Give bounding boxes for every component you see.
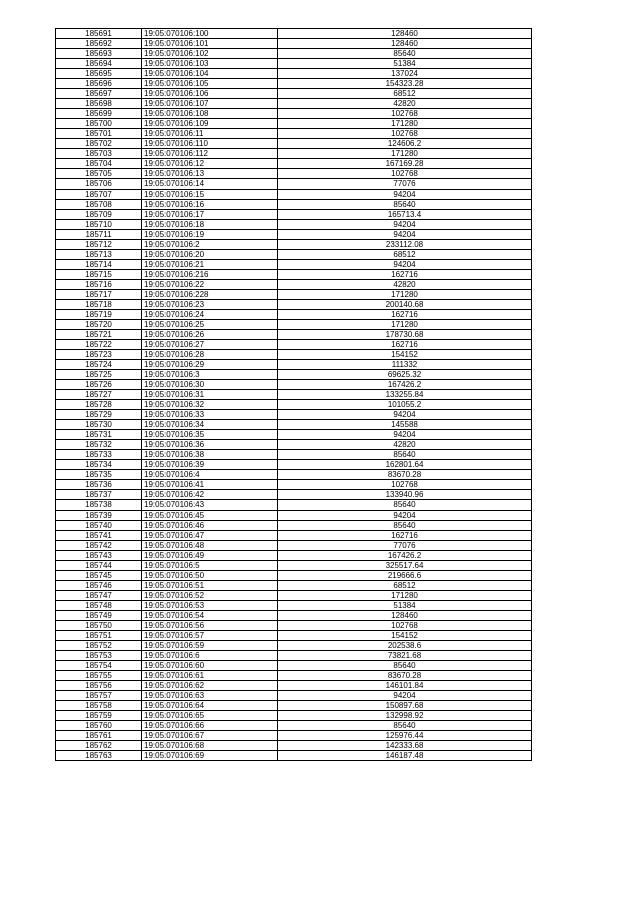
record-id-cell: 185732 <box>56 440 142 450</box>
record-amount-cell: 94204 <box>278 691 532 701</box>
record-code-cell: 19:05:070106:56 <box>142 620 278 630</box>
table-row <box>56 179 532 189</box>
record-id-cell: 185735 <box>56 470 142 480</box>
record-id-cell: 185754 <box>56 660 142 670</box>
record-amount-cell: 51384 <box>278 59 532 69</box>
table-row <box>56 600 532 610</box>
table-row <box>56 450 532 460</box>
record-id-cell: 185691 <box>56 29 142 39</box>
table-row <box>56 149 532 159</box>
record-amount-cell: 94204 <box>278 229 532 239</box>
record-id-cell: 185719 <box>56 309 142 319</box>
record-id-cell: 185745 <box>56 570 142 580</box>
record-id-cell: 185697 <box>56 89 142 99</box>
record-id-cell: 185741 <box>56 530 142 540</box>
record-amount-cell: 94204 <box>278 430 532 440</box>
records-table-body <box>56 29 532 761</box>
record-amount-cell: 162716 <box>278 269 532 279</box>
record-amount-cell: 133255.84 <box>278 390 532 400</box>
table-row <box>56 390 532 400</box>
record-amount-cell: 146101.84 <box>278 681 532 691</box>
record-code-cell: 19:05:070106:103 <box>142 59 278 69</box>
record-code-cell: 19:05:070106:14 <box>142 179 278 189</box>
record-code-cell: 19:05:070106:228 <box>142 289 278 299</box>
record-code-cell: 19:05:070106:49 <box>142 550 278 560</box>
record-id-cell: 185758 <box>56 701 142 711</box>
table-row <box>56 139 532 149</box>
table-row <box>56 229 532 239</box>
record-id-cell: 185740 <box>56 520 142 530</box>
table-row <box>56 751 532 761</box>
table-row <box>56 711 532 721</box>
record-id-cell: 185699 <box>56 109 142 119</box>
record-amount-cell: 162716 <box>278 530 532 540</box>
table-row <box>56 249 532 259</box>
record-amount-cell: 171280 <box>278 289 532 299</box>
record-id-cell: 185710 <box>56 219 142 229</box>
table-row <box>56 49 532 59</box>
record-id-cell: 185723 <box>56 350 142 360</box>
record-amount-cell: 150897.68 <box>278 701 532 711</box>
table-row <box>56 540 532 550</box>
record-id-cell: 185712 <box>56 239 142 249</box>
record-code-cell: 19:05:070106:53 <box>142 600 278 610</box>
record-id-cell: 185742 <box>56 540 142 550</box>
record-amount-cell: 162801.64 <box>278 460 532 470</box>
record-code-cell: 19:05:070106:108 <box>142 109 278 119</box>
table-row <box>56 239 532 249</box>
table-row <box>56 209 532 219</box>
record-amount-cell: 154152 <box>278 630 532 640</box>
record-id-cell: 185738 <box>56 500 142 510</box>
record-amount-cell: 73821.68 <box>278 650 532 660</box>
record-id-cell: 185731 <box>56 430 142 440</box>
record-amount-cell: 94204 <box>278 219 532 229</box>
record-code-cell: 19:05:070106:68 <box>142 741 278 751</box>
record-amount-cell: 85640 <box>278 721 532 731</box>
record-amount-cell: 202538.6 <box>278 640 532 650</box>
record-amount-cell: 111332 <box>278 360 532 370</box>
record-amount-cell: 167426.2 <box>278 380 532 390</box>
record-code-cell: 19:05:070106:69 <box>142 751 278 761</box>
record-code-cell: 19:05:070106:18 <box>142 219 278 229</box>
table-row <box>56 319 532 329</box>
record-code-cell: 19:05:070106:32 <box>142 400 278 410</box>
record-code-cell: 19:05:070106:61 <box>142 671 278 681</box>
record-code-cell: 19:05:070106:102 <box>142 49 278 59</box>
record-id-cell: 185743 <box>56 550 142 560</box>
record-amount-cell: 85640 <box>278 660 532 670</box>
record-code-cell: 19:05:070106:6 <box>142 650 278 660</box>
record-code-cell: 19:05:070106:3 <box>142 370 278 380</box>
record-id-cell: 185705 <box>56 169 142 179</box>
record-id-cell: 185721 <box>56 329 142 339</box>
record-id-cell: 185751 <box>56 630 142 640</box>
record-code-cell: 19:05:070106:29 <box>142 360 278 370</box>
record-code-cell: 19:05:070106:50 <box>142 570 278 580</box>
record-amount-cell: 162716 <box>278 339 532 349</box>
record-amount-cell: 137024 <box>278 69 532 79</box>
record-id-cell: 185703 <box>56 149 142 159</box>
table-row <box>56 721 532 731</box>
record-amount-cell: 85640 <box>278 520 532 530</box>
record-amount-cell: 233112.08 <box>278 239 532 249</box>
table-row <box>56 339 532 349</box>
record-code-cell: 19:05:070106:38 <box>142 450 278 460</box>
record-id-cell: 185707 <box>56 189 142 199</box>
table-row <box>56 510 532 520</box>
table-row <box>56 79 532 89</box>
record-code-cell: 19:05:070106:11 <box>142 129 278 139</box>
table-row <box>56 199 532 209</box>
record-amount-cell: 132998.92 <box>278 711 532 721</box>
record-id-cell: 185748 <box>56 600 142 610</box>
record-amount-cell: 94204 <box>278 259 532 269</box>
record-id-cell: 185752 <box>56 640 142 650</box>
record-code-cell: 19:05:070106:4 <box>142 470 278 480</box>
record-code-cell: 19:05:070106:20 <box>142 249 278 259</box>
record-id-cell: 185722 <box>56 339 142 349</box>
record-amount-cell: 83670.28 <box>278 470 532 480</box>
record-code-cell: 19:05:070106:39 <box>142 460 278 470</box>
record-amount-cell: 171280 <box>278 149 532 159</box>
record-amount-cell: 125976.44 <box>278 731 532 741</box>
record-code-cell: 19:05:070106:104 <box>142 69 278 79</box>
record-id-cell: 185717 <box>56 289 142 299</box>
record-amount-cell: 77076 <box>278 540 532 550</box>
record-code-cell: 19:05:070106:47 <box>142 530 278 540</box>
record-amount-cell: 154323.28 <box>278 79 532 89</box>
record-code-cell: 19:05:070106:19 <box>142 229 278 239</box>
record-id-cell: 185756 <box>56 681 142 691</box>
record-id-cell: 185747 <box>56 590 142 600</box>
records-table <box>55 28 532 761</box>
record-code-cell: 19:05:070106:51 <box>142 580 278 590</box>
record-code-cell: 19:05:070106:13 <box>142 169 278 179</box>
record-code-cell: 19:05:070106:67 <box>142 731 278 741</box>
table-row <box>56 741 532 751</box>
record-id-cell: 185700 <box>56 119 142 129</box>
record-id-cell: 185702 <box>56 139 142 149</box>
record-id-cell: 185761 <box>56 731 142 741</box>
record-id-cell: 185739 <box>56 510 142 520</box>
record-amount-cell: 102768 <box>278 169 532 179</box>
table-row <box>56 691 532 701</box>
record-id-cell: 185720 <box>56 319 142 329</box>
record-amount-cell: 162716 <box>278 309 532 319</box>
table-row <box>56 681 532 691</box>
record-amount-cell: 102768 <box>278 620 532 630</box>
record-id-cell: 185730 <box>56 420 142 430</box>
table-row <box>56 39 532 49</box>
record-code-cell: 19:05:070106:46 <box>142 520 278 530</box>
record-id-cell: 185692 <box>56 39 142 49</box>
record-code-cell: 19:05:070106:109 <box>142 119 278 129</box>
record-id-cell: 185755 <box>56 671 142 681</box>
table-row <box>56 380 532 390</box>
table-row <box>56 731 532 741</box>
table-row <box>56 329 532 339</box>
record-id-cell: 185716 <box>56 279 142 289</box>
record-id-cell: 185714 <box>56 259 142 269</box>
table-row <box>56 470 532 480</box>
record-id-cell: 185698 <box>56 99 142 109</box>
table-row <box>56 570 532 580</box>
record-id-cell: 185695 <box>56 69 142 79</box>
record-id-cell: 185725 <box>56 370 142 380</box>
table-row <box>56 530 532 540</box>
table-row <box>56 59 532 69</box>
record-amount-cell: 68512 <box>278 89 532 99</box>
record-code-cell: 19:05:070106:110 <box>142 139 278 149</box>
table-row <box>56 410 532 420</box>
record-id-cell: 185694 <box>56 59 142 69</box>
record-code-cell: 19:05:070106:24 <box>142 309 278 319</box>
record-code-cell: 19:05:070106:57 <box>142 630 278 640</box>
record-code-cell: 19:05:070106:21 <box>142 259 278 269</box>
record-amount-cell: 171280 <box>278 319 532 329</box>
record-amount-cell: 68512 <box>278 580 532 590</box>
table-row <box>56 620 532 630</box>
table-row <box>56 671 532 681</box>
record-code-cell: 19:05:070106:23 <box>142 299 278 309</box>
record-id-cell: 185724 <box>56 360 142 370</box>
record-amount-cell: 165713.4 <box>278 209 532 219</box>
record-code-cell: 19:05:070106:112 <box>142 149 278 159</box>
table-row <box>56 279 532 289</box>
record-id-cell: 185737 <box>56 490 142 500</box>
record-amount-cell: 167426.2 <box>278 550 532 560</box>
record-code-cell: 19:05:070106:59 <box>142 640 278 650</box>
record-code-cell: 19:05:070106:33 <box>142 410 278 420</box>
record-amount-cell: 68512 <box>278 249 532 259</box>
record-id-cell: 185704 <box>56 159 142 169</box>
table-row <box>56 99 532 109</box>
table-row <box>56 309 532 319</box>
table-row <box>56 350 532 360</box>
record-amount-cell: 69625.32 <box>278 370 532 380</box>
record-amount-cell: 102768 <box>278 480 532 490</box>
record-code-cell: 19:05:070106:62 <box>142 681 278 691</box>
record-amount-cell: 128460 <box>278 29 532 39</box>
record-code-cell: 19:05:070106:22 <box>142 279 278 289</box>
table-row <box>56 299 532 309</box>
table-row <box>56 480 532 490</box>
record-amount-cell: 142333.68 <box>278 741 532 751</box>
table-row <box>56 460 532 470</box>
record-code-cell: 19:05:070106:34 <box>142 420 278 430</box>
table-row <box>56 360 532 370</box>
record-id-cell: 185715 <box>56 269 142 279</box>
record-code-cell: 19:05:070106:27 <box>142 339 278 349</box>
record-code-cell: 19:05:070106:2 <box>142 239 278 249</box>
table-row <box>56 420 532 430</box>
record-code-cell: 19:05:070106:36 <box>142 440 278 450</box>
record-code-cell: 19:05:070106:105 <box>142 79 278 89</box>
table-row <box>56 400 532 410</box>
record-amount-cell: 178730.68 <box>278 329 532 339</box>
record-code-cell: 19:05:070106:26 <box>142 329 278 339</box>
record-id-cell: 185736 <box>56 480 142 490</box>
record-code-cell: 19:05:070106:107 <box>142 99 278 109</box>
record-code-cell: 19:05:070106:64 <box>142 701 278 711</box>
record-amount-cell: 42820 <box>278 279 532 289</box>
record-id-cell: 185726 <box>56 380 142 390</box>
record-code-cell: 19:05:070106:12 <box>142 159 278 169</box>
record-code-cell: 19:05:070106:100 <box>142 29 278 39</box>
record-code-cell: 19:05:070106:41 <box>142 480 278 490</box>
record-code-cell: 19:05:070106:106 <box>142 89 278 99</box>
table-row <box>56 550 532 560</box>
record-id-cell: 185696 <box>56 79 142 89</box>
record-code-cell: 19:05:070106:35 <box>142 430 278 440</box>
table-row <box>56 701 532 711</box>
table-row <box>56 630 532 640</box>
record-code-cell: 19:05:070106:30 <box>142 380 278 390</box>
record-amount-cell: 219666.6 <box>278 570 532 580</box>
table-row <box>56 520 532 530</box>
record-id-cell: 185713 <box>56 249 142 259</box>
record-amount-cell: 128460 <box>278 610 532 620</box>
record-amount-cell: 77076 <box>278 179 532 189</box>
table-row <box>56 109 532 119</box>
record-amount-cell: 42820 <box>278 440 532 450</box>
record-code-cell: 19:05:070106:63 <box>142 691 278 701</box>
record-id-cell: 185701 <box>56 129 142 139</box>
table-row <box>56 159 532 169</box>
table-row <box>56 129 532 139</box>
record-code-cell: 19:05:070106:101 <box>142 39 278 49</box>
record-id-cell: 185746 <box>56 580 142 590</box>
record-code-cell: 19:05:070106:216 <box>142 269 278 279</box>
table-row <box>56 590 532 600</box>
record-code-cell: 19:05:070106:16 <box>142 199 278 209</box>
record-amount-cell: 85640 <box>278 500 532 510</box>
record-id-cell: 185750 <box>56 620 142 630</box>
record-amount-cell: 85640 <box>278 199 532 209</box>
table-row <box>56 500 532 510</box>
record-id-cell: 185757 <box>56 691 142 701</box>
table-row <box>56 259 532 269</box>
record-id-cell: 185762 <box>56 741 142 751</box>
table-row <box>56 119 532 129</box>
table-row <box>56 289 532 299</box>
table-row <box>56 29 532 39</box>
record-amount-cell: 101055.2 <box>278 400 532 410</box>
table-row <box>56 89 532 99</box>
table-row <box>56 640 532 650</box>
record-code-cell: 19:05:070106:54 <box>142 610 278 620</box>
record-amount-cell: 154152 <box>278 350 532 360</box>
table-row <box>56 69 532 79</box>
record-amount-cell: 51384 <box>278 600 532 610</box>
record-code-cell: 19:05:070106:60 <box>142 660 278 670</box>
record-code-cell: 19:05:070106:42 <box>142 490 278 500</box>
record-id-cell: 185744 <box>56 560 142 570</box>
table-row <box>56 560 532 570</box>
record-amount-cell: 85640 <box>278 450 532 460</box>
record-amount-cell: 102768 <box>278 109 532 119</box>
record-code-cell: 19:05:070106:15 <box>142 189 278 199</box>
record-amount-cell: 124606.2 <box>278 139 532 149</box>
record-code-cell: 19:05:070106:66 <box>142 721 278 731</box>
record-amount-cell: 133940.96 <box>278 490 532 500</box>
record-amount-cell: 94204 <box>278 510 532 520</box>
record-code-cell: 19:05:070106:17 <box>142 209 278 219</box>
record-amount-cell: 85640 <box>278 49 532 59</box>
record-amount-cell: 94204 <box>278 189 532 199</box>
record-amount-cell: 146187.48 <box>278 751 532 761</box>
record-id-cell: 185718 <box>56 299 142 309</box>
record-amount-cell: 171280 <box>278 119 532 129</box>
record-id-cell: 185759 <box>56 711 142 721</box>
record-code-cell: 19:05:070106:25 <box>142 319 278 329</box>
table-row <box>56 660 532 670</box>
record-amount-cell: 200140.68 <box>278 299 532 309</box>
record-amount-cell: 94204 <box>278 410 532 420</box>
record-id-cell: 185708 <box>56 199 142 209</box>
record-amount-cell: 128460 <box>278 39 532 49</box>
record-amount-cell: 83670.28 <box>278 671 532 681</box>
record-id-cell: 185693 <box>56 49 142 59</box>
table-row <box>56 370 532 380</box>
record-amount-cell: 171280 <box>278 590 532 600</box>
record-code-cell: 19:05:070106:65 <box>142 711 278 721</box>
table-row <box>56 189 532 199</box>
record-id-cell: 185709 <box>56 209 142 219</box>
record-id-cell: 185753 <box>56 650 142 660</box>
record-amount-cell: 42820 <box>278 99 532 109</box>
record-id-cell: 185729 <box>56 410 142 420</box>
table-row <box>56 440 532 450</box>
record-code-cell: 19:05:070106:5 <box>142 560 278 570</box>
record-code-cell: 19:05:070106:45 <box>142 510 278 520</box>
record-code-cell: 19:05:070106:43 <box>142 500 278 510</box>
record-id-cell: 185760 <box>56 721 142 731</box>
record-code-cell: 19:05:070106:28 <box>142 350 278 360</box>
record-code-cell: 19:05:070106:52 <box>142 590 278 600</box>
table-row <box>56 610 532 620</box>
record-id-cell: 185749 <box>56 610 142 620</box>
record-id-cell: 185734 <box>56 460 142 470</box>
record-id-cell: 185711 <box>56 229 142 239</box>
record-amount-cell: 325517.64 <box>278 560 532 570</box>
record-id-cell: 185763 <box>56 751 142 761</box>
table-row <box>56 490 532 500</box>
table-row <box>56 169 532 179</box>
table-row <box>56 269 532 279</box>
table-row <box>56 580 532 590</box>
record-id-cell: 185727 <box>56 390 142 400</box>
record-id-cell: 185706 <box>56 179 142 189</box>
record-code-cell: 19:05:070106:31 <box>142 390 278 400</box>
record-amount-cell: 145588 <box>278 420 532 430</box>
table-row <box>56 219 532 229</box>
table-row <box>56 650 532 660</box>
table-row <box>56 430 532 440</box>
record-amount-cell: 102768 <box>278 129 532 139</box>
record-id-cell: 185728 <box>56 400 142 410</box>
record-id-cell: 185733 <box>56 450 142 460</box>
record-amount-cell: 167169.28 <box>278 159 532 169</box>
record-code-cell: 19:05:070106:48 <box>142 540 278 550</box>
